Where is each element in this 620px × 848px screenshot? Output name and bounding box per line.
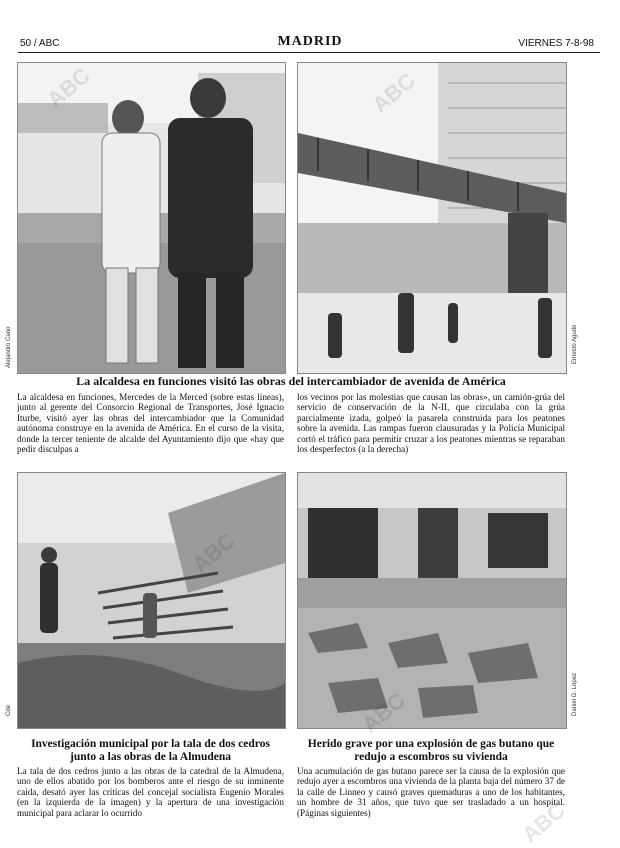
story1-body-col1: La alcaldesa en funciones, Mercedes de la Merced (sobre estas líneas), junto al gerente del Consorcio Regional de Transportes, José Ignacio Iturbe, visitó ayer las obras del intercambiador que la Comunidad autónoma construye en la avenida de América. En el curso de la visita, donde la tercer teniente de alcalde del Ayuntamiento dijo que «hay que pedir disculpas a — [17, 392, 284, 455]
photo-officials-visit — [17, 62, 286, 374]
page-number-label: 50 / ABC — [20, 38, 60, 49]
photo-explosion-rubble — [297, 472, 567, 729]
story2-body: La tala de dos cedros junto a las obras de la catedral de la Almudena, uno de ellos abatido por los bomberos ante el riesgo de su inminente caída, desató ayer las críticas del concejal socialista Eugenio Morales (en la izquierda de la imagen) y la apertura de una investigación municipal para aclarar lo ocurrido — [17, 766, 284, 818]
issue-date: VIERNES 7-8-98 — [518, 38, 594, 49]
story1-body-col2: los vecinos por las molestias que causan las obras», un camión-grúa del servicio de conservación de la N-II, que circulaba con la grúa parcialmente izada, golpeó la pasarela construida para los peatones sobre la avenida. Las rampas fueron clausuradas y la Policía Municipal cortó el tráfico para permitir cruzar a los peatones mientras se reparaban los desperfectos (a la derecha) — [297, 392, 565, 455]
header-rule — [18, 52, 600, 53]
photo-credit-top-left: Alejandro Cano — [6, 326, 12, 368]
watermark-logo: ABC — [517, 797, 570, 848]
photo-felled-cedars-graphic — [18, 473, 285, 728]
photo-pedestrian-bridge — [297, 62, 567, 374]
photo-explosion-rubble-graphic — [298, 473, 566, 728]
photo-pedestrian-bridge-graphic — [298, 63, 566, 373]
photo-felled-cedars — [17, 472, 286, 729]
photo-credit-top-right: Ernesto Agudo — [572, 324, 578, 364]
photo-officials-visit-graphic — [18, 63, 285, 373]
story3-headline: Herido grave por una explosión de gas butano que redujo a escombros su vivienda — [307, 738, 555, 763]
photo-credit-bottom-left: Cde — [6, 704, 12, 716]
story1-headline: La alcaldesa en funciones visitó las obras del intercambiador de avenida de América — [76, 374, 506, 388]
story3-body: Una acumulación de gas butano parece ser la causa de la explosión que redujo ayer a escombros una vivienda de la planta baja del número 37 de la calle de Linneo y causó graves quemaduras a uno de los habitantes, un hombre de 31 años, que tuvo que ser trasladado a un hospital. (Páginas siguientes) — [297, 766, 565, 818]
story2-headline: Investigación municipal por la tala de dos cedros junto a las obras de la Almudena — [31, 738, 270, 763]
photo-credit-bottom-right: Daniel G. López — [572, 672, 578, 716]
section-title: MADRID — [277, 34, 343, 49]
